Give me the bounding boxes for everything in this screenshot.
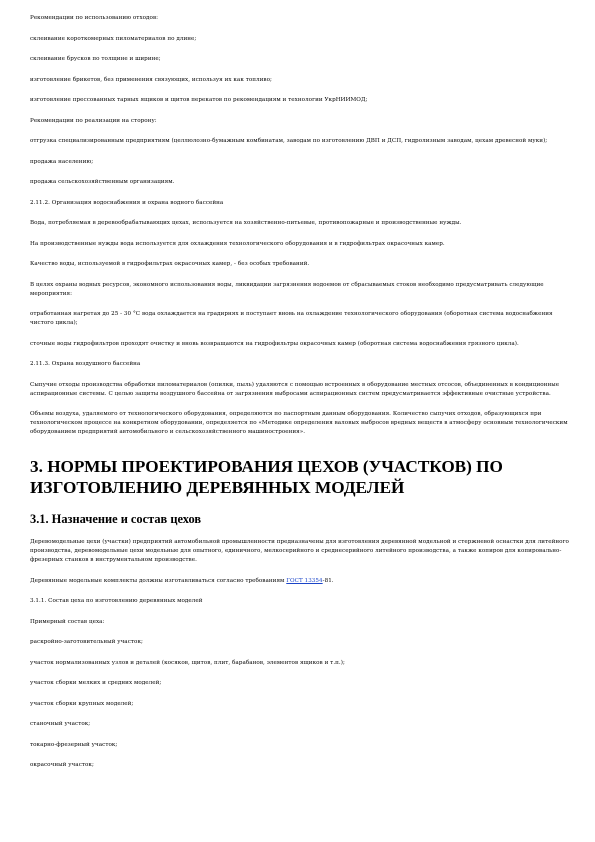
paragraph-water-quality: Качество воды, используемой в гидрофильтрах окрасочных камер, - без особых требований.	[30, 261, 310, 267]
list-item-dirty-cycle: сточные воды гидрофильтров проходят очистку и вновь возвращаются на гидрофильтры окрасочных камер (оборотная система водоснабжения грязного цикла).	[30, 340, 519, 347]
gost-link[interactable]: ГОСТ 13354	[286, 577, 323, 584]
list-item-pressed-boxes: изготовление прессованных тарных ящиков и щитов перекатов по рекомендациям и технологии УкрНИИМОД;	[30, 97, 368, 103]
list-item-cutting-section: раскройно-заготовительный участок;	[30, 639, 143, 645]
list-item-machine-section: станочный участок;	[30, 721, 91, 727]
list-item-sale-agriculture: продажа сельскохозяйственным организациям.	[30, 179, 175, 185]
list-item-small-models: участок сборки мелких и средних моделей;	[30, 680, 162, 686]
list-item-painting: окрасочный участок;	[30, 762, 94, 768]
list-item-clean-cycle: отработанная нагретая до 25 - 30 °С вода охлаждается на градирнях и поступает вновь на охлаждение технологического оборудования (оборотная система водоснабжения чистого цикла);	[30, 311, 553, 326]
list-item-turning-milling: токарно-фрезерный участок;	[30, 741, 118, 748]
paragraph-purpose: Деревомодельные цехи (участки) предприятий автомобильной промышленности предназначены для изготовления деревянной модельной и стержневой оснастки для литейного производства, деревомодельные цехи модельные для опытного, единичного, мелкосерийного и среднесерийного литейного производства, а также копиров для копировально-фрезерных станков в инструментальном производстве.	[30, 539, 569, 563]
list-item-normalized-units: участок нормализованных узлов и деталей (косяков, щитов, плит, барабанов, элементов ящиков и т.п.);	[30, 659, 345, 666]
paragraph-production-water: На производственные нужды вода используется для охлаждения технологического оборудования и в гидрофильтрах окрасочных камер.	[30, 240, 445, 247]
paragraph-water-usage: Вода, потребляемая в деревообрабатывающих цехах, используется на хозяйственно-питьевые, противопожарные и производственные нужды.	[30, 220, 462, 226]
paragraph-sales-recommendations: Рекомендации по реализации на сторону:	[30, 117, 157, 124]
list-item-large-models: участок сборки крупных моделей;	[30, 700, 134, 707]
paragraph-bulk-waste: Сыпучие отходы производства обработки пиломатериалов (опилки, пыль) удаляются с помощью встроенных в оборудование местных отсосов, объединенных в кондиционные аспирационные системы. С целью защиты воздушного бассейна от загрязнения выбросами аспирационных систем предусматривается эффективные очистные устройства.	[30, 381, 560, 397]
list-item-briquettes: изготовление брикетов, без применения связующих, используя их как топливо;	[30, 76, 272, 83]
subheading-purpose: 3.1. Назначение и состав цехов	[30, 512, 202, 526]
paragraph-sample-composition: Примерный состав цеха:	[30, 618, 105, 625]
main-heading: 3. НОРМЫ ПРОЕКТИРОВАНИЯ ЦЕХОВ (УЧАСТКОВ) ПО ИЗГОТОВЛЕНИЮ ДЕРЕВЯННЫХ МОДЕЛЕЙ	[30, 457, 503, 497]
section-title-water-supply: 2.11.2. Организация водоснабжения и охрана водного бассейна	[30, 199, 224, 206]
gost-text-after: -81.	[322, 577, 334, 584]
section-title-air-protection: 2.11.3. Охрана воздушного бассейна	[30, 361, 141, 367]
list-item-shipment-specialized: отгрузка специализированным предприятиям (целлюлозно-бумажным комбинатам, заводам по изготовлению ДВП и ДСП, гидролизным заводам, цехам древесной муки);	[30, 138, 548, 144]
section-title-composition: 3.1.1. Состав цеха по изготовлению деревянных моделей	[30, 598, 203, 604]
paragraph-water-protection: В целях охраны водных ресурсов, экономного использования воды, ликвидации загрязнения водоемов от сбрасываемых стоков необходимо предусматривать следующие мероприятия:	[30, 281, 544, 297]
paragraph-waste-recommendations: Рекомендации по использованию отходов:	[30, 15, 159, 21]
list-item-sale-population: продажа населению;	[30, 158, 94, 165]
paragraph-air-volumes: Объемы воздуха, удаляемого от технологического оборудования, определяются по паспортным данным оборудования. Количество сыпучих отходов, образующихся при технологическом процессе на конкретном оборудовании, определяется по «Методике определения валовых выбросов вредных веществ в атмосферу основным технологическим оборудованием предприятий автомобильного и сельскохозяйственного машиностроения».	[30, 411, 568, 435]
list-item-gluing-thickness: склеивание брусков по толщине и ширине;	[30, 56, 161, 62]
paragraph-gost	[30, 577, 570, 586]
list-item-gluing-length: склеивание короткомерных пиломатериалов по длине;	[30, 35, 197, 42]
document-content	[30, 14, 570, 782]
gost-text-before: Деревянные модельные комплекты должны изготавливаться согласно требованиям	[30, 577, 287, 584]
